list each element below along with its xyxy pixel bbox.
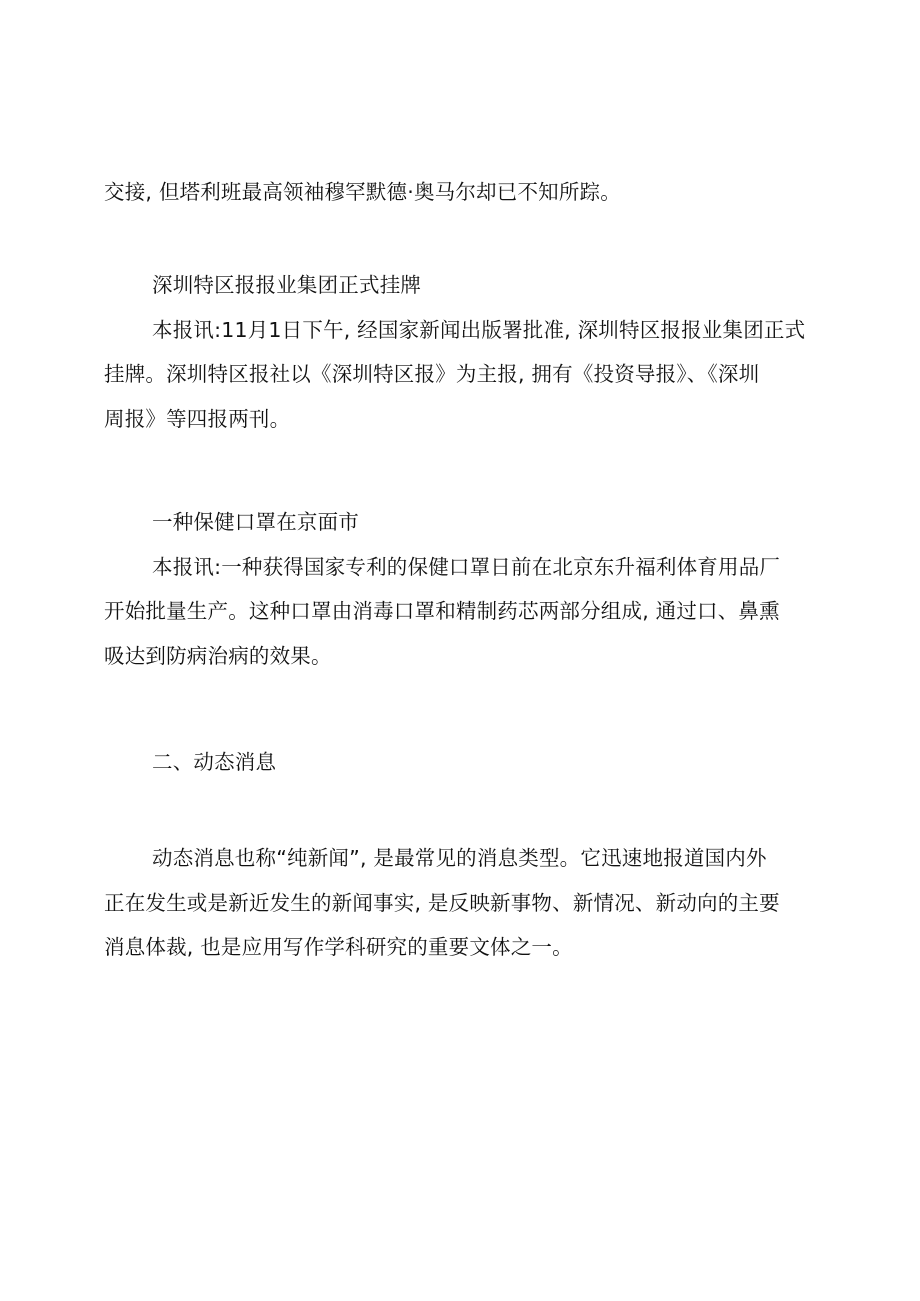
continuation-paragraph <box>104 170 824 215</box>
news-body-line: 本报讯:一种获得国家专利的保健口罩日前在北京东升福利体育用品厂 <box>152 554 781 579</box>
continuation-line: 交接, 但塔利班最高领袖穆罕默德·奥马尔却已不知所踪。 <box>104 180 621 204</box>
news-headline: 深圳特区报报业集团正式挂牌 <box>152 273 422 297</box>
section-heading-block <box>104 740 824 785</box>
news-body-line: 挂牌。深圳特区报社以《深圳特区报》为主报, 拥有《投资导报》、《深圳 <box>104 362 760 386</box>
news-item-mask <box>104 500 824 678</box>
section-body-line: 消息体裁, 也是应用写作学科研究的重要文体之一。 <box>104 935 573 959</box>
section-paragraph <box>104 836 824 970</box>
section-body-line: 动态消息也称“纯新闻”, 是最常见的消息类型。它迅速地报道国内外 <box>152 846 767 870</box>
news-body-line: 吸达到防病治病的效果。 <box>104 643 332 668</box>
section-heading: 二、动态消息 <box>152 750 277 774</box>
news-body-line: 周报》等四报两刊。 <box>104 406 291 431</box>
news-headline: 一种保健口罩在京面市 <box>152 510 359 534</box>
news-item-shenzhen <box>104 263 824 441</box>
news-body-line: 开始批量生产。这种口罩由消毒口罩和精制药芯两部分组成, 通过口、鼻熏 <box>104 599 780 623</box>
section-body-line: 正在发生或是新近发生的新闻事实, 是反映新事物、新情况、新动向的主要 <box>104 890 780 915</box>
news-body-line: 本报讯:11月1日下午, 经国家新闻出版署批准, 深圳特区报报业集团正式 <box>152 317 806 342</box>
